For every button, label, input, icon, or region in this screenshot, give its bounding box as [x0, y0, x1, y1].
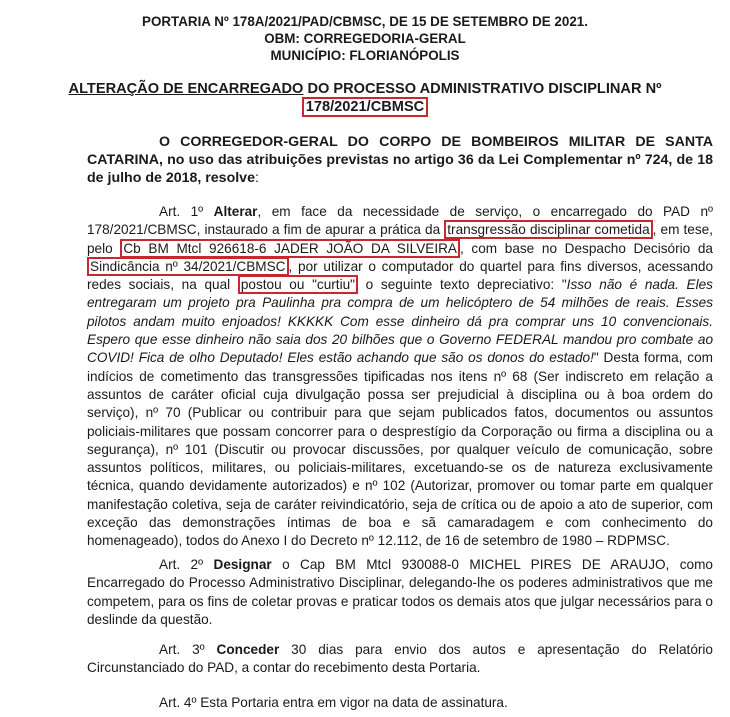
intro-rest: , no uso das atribuições previstas no artigo 36 da Lei Complementar nº 724, de 18 de julho de 2018, resolve: [87, 152, 713, 186]
art2-verb: Designar: [213, 557, 272, 572]
art1-quote: Isso não é nada. Eles entregaram um projeto pra Paulinha pra compra de um helicóptero de 54 milhões de reais. Esses pilotos andam muito enjoados! KKKKK Com esse dinheiro dá pra comprar uns 10 convencionais. Espero que esse dinheiro não saia dos 20 bilhões que o Governo FEDERAL mandou pro combate ao COVID! Fica de olho Deputado! Eles estão achando que são os donos do estado!: [87, 277, 713, 366]
title-underlined: ALTERAÇÃO DE ENCARREGADO: [68, 81, 304, 97]
art1-text-3: , com base no Despacho Decisório da: [460, 240, 713, 256]
art1-text-2: , em tese, pelo: [87, 222, 713, 256]
article-1: [87, 203, 713, 551]
art3-text: 30 dias para envio dos autos e apresentação do Relatório Circunstanciado do PAD, a contar do recebimento desta Portaria.: [87, 642, 713, 676]
article-4: [87, 694, 713, 712]
process-number-line: [0, 98, 730, 116]
obm-line: OBM: CORREGEDORIA-GERAL: [264, 31, 466, 46]
highlight-transgressao: transgressão disciplinar cometida: [444, 220, 652, 239]
art4-text: Esta Portaria entra em vigor na data de assinatura.: [200, 695, 508, 710]
municipio-line: MUNICÍPIO: FLORIANÓPOLIS: [270, 48, 460, 63]
art1-label: Art. 1º: [159, 204, 214, 219]
art2-label: Art. 2º: [159, 557, 214, 572]
art1-text-5: o seguinte texto depreciativo: ": [358, 277, 567, 293]
art3-verb: Conceder: [216, 642, 280, 657]
highlight-sindicancia: Sindicância nº 34/2021/CBMSC: [87, 257, 289, 276]
art4-label: Art. 4º: [159, 695, 201, 710]
article-2: [87, 556, 713, 629]
highlight-accused: Cb BM Mtcl 926618-6 JADER JOÃO DA SILVEIRA: [120, 239, 460, 258]
art1-text-1: , em face da necessidade de serviço, o encarregado do PAD nº 178/2021/CBMSC, instaurado a fim de apurar a prática da: [87, 204, 713, 238]
intro-bold: O CORREGEDOR-GERAL DO CORPO DE BOMBEIROS MILITAR DE SANTA CATARINA: [87, 134, 713, 168]
title-suffix: DO PROCESSO ADMINISTRATIVO DISCIPLINAR Nº: [303, 81, 662, 97]
document-title: [0, 80, 730, 98]
intro-colon: :: [254, 170, 259, 186]
process-number-highlight: 178/2021/CBMSC: [302, 97, 428, 117]
art3-label: Art. 3º: [159, 642, 217, 657]
intro-paragraph: [87, 133, 713, 187]
art1-text-6: " Desta forma, com indícios de cometimento das transgressões tipificadas nos itens nº 68 (Ser indiscreto em relação a assuntos de caráter oficial cuja divulgação possa ser prejudicial à disciplina ou à boa ordem do serviço), nº 70 (Publicar ou contribuir para que sejam publicados fatos, documentos ou assuntos policiais-militares que possam concorrer para o desprestígio da Corporação ou firma a disciplina ou a segurança), nº 101 (Discutir ou provocar discussões, por qualquer veículo de comunicação, sobre assuntos políticos, militares, ou policiais-militares, excetuando-se os de natureza exclusivamente técnica, quando devidamente autorizados) e nº 102 (Autorizar, promover ou tomar parte em qualquer manifestação coletiva, seja de caráter reivindicatório, seja de crítica ou de apoio a ato de superior, com exceção das demonstrações íntimas de boa e sã camaradagem e com conhecimento do homenageado), todos do Anexo I do Decreto nº 12.112, de 16 de setembro de 1980 – RDPMSC.: [87, 350, 713, 549]
article-3: [87, 641, 713, 678]
art1-verb: Alterar: [213, 204, 258, 219]
art2-text: o Cap BM Mtcl 930088-0 MICHEL PIRES DE ARAUJO, como Encarregado do Processo Administrativo Disciplinar, delegando-lhe os poderes administrativos que me competem, para os fins de coletar provas e praticar todos os demais atos que julgar necessários para o deslinde da questão.: [87, 557, 713, 627]
highlight-postou: postou ou "curtiu": [238, 275, 358, 294]
art1-text-4: , por utilizar o computador do quartel para fins diversos, acessando redes sociais, na qual: [87, 258, 714, 293]
portaria-heading: PORTARIA Nº 178A/2021/PAD/CBMSC, DE 15 DE SETEMBRO DE 2021.: [142, 14, 588, 29]
